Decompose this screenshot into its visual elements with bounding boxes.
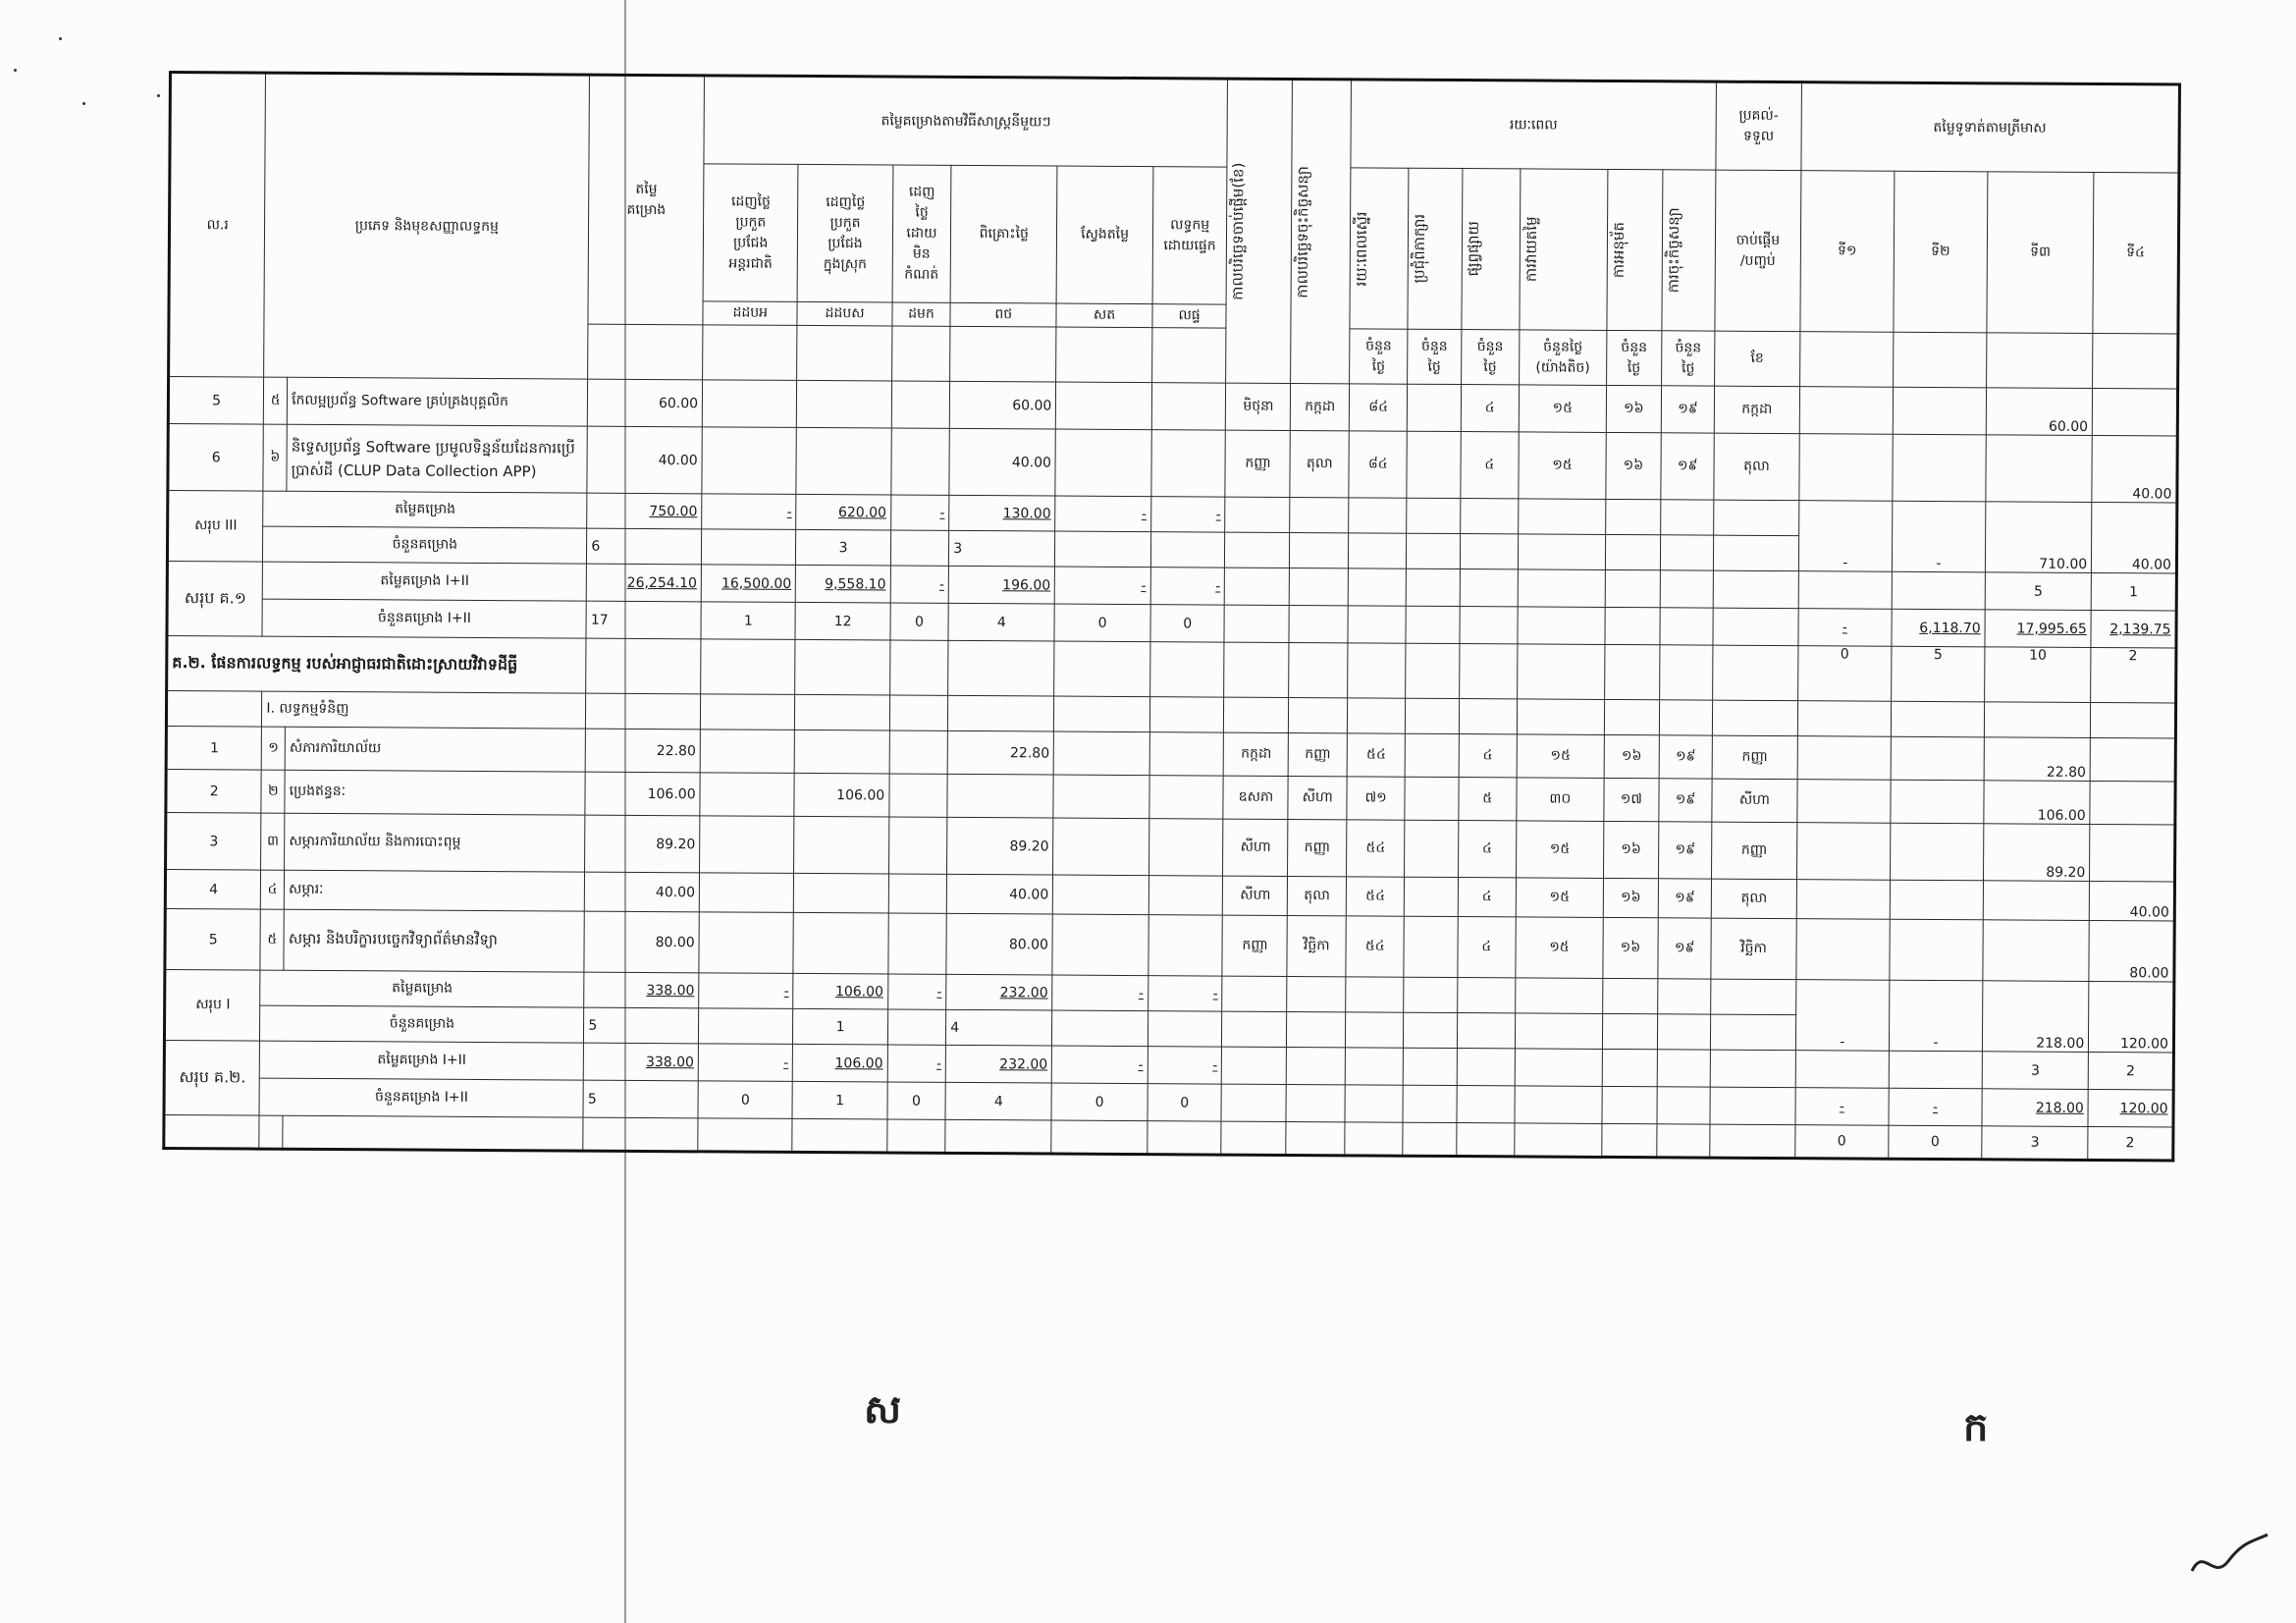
row-start-month: មិថុនា [1226, 383, 1291, 430]
row-duration-evaluate: ១៥ [1516, 917, 1603, 979]
header-quarter-2: ទី២ [1894, 171, 1988, 333]
total-count-unlimited: 0 [890, 603, 949, 640]
section-title: គ.២. ផែនការលទ្ធកម្ម របស់អាជ្ញាធរជាតិដោះស្រាយវិវាទដីធ្លី [167, 635, 587, 693]
row-no: 3 [166, 812, 262, 870]
total-count-consult: 4 [945, 1082, 1051, 1120]
row-estimate: 22.80 [585, 729, 700, 773]
header-duration-evaluate: ការវាយតម្លៃ [1522, 216, 1541, 283]
total-method-direct: - [1150, 568, 1225, 605]
row-duration-publish: ៤ [1460, 432, 1519, 499]
header-estimate: តម្លៃ គម្រោង [588, 75, 704, 325]
total-quarter-count-1: 0 [1794, 1125, 1888, 1160]
scan-speck [14, 69, 17, 72]
row-method-consult: 80.00 [946, 913, 1053, 975]
row-estimate: 80.00 [584, 911, 699, 973]
row-sign-month: កញ្ញា [1288, 819, 1347, 876]
subtotal-count-label: ចំនួនគម្រោង [263, 526, 587, 564]
subtotal-method-ncb: 620.00 [796, 494, 890, 530]
total-quarter-1: - [1798, 609, 1892, 647]
code-icb: ដដបអ [703, 301, 797, 326]
row-sub-no: ៦ [263, 424, 287, 491]
row-duration-request: ៥៤ [1347, 733, 1406, 777]
handwritten-initial-right: ក [1963, 1404, 1989, 1450]
total-count-icb: 0 [698, 1081, 793, 1119]
total-quarter-2: 6,118.70 [1892, 609, 1985, 647]
row-name: ប្រេងឥន្ធនៈ [285, 770, 585, 815]
row-estimate: 40.00 [587, 426, 702, 494]
total-estimate: 338.00 [584, 1043, 699, 1081]
header-methods-group: តម្លៃគម្រោងតាមវិធីសាស្ត្រនីមួយៗ [704, 76, 1228, 167]
header-duration-meeting: ប្រជុំពិភាក្សារ [1411, 213, 1429, 284]
subtotal-method-direct: - [1148, 976, 1222, 1011]
subtotal-quarter-3: 218.00 [1983, 981, 2090, 1053]
total-count-direct: 0 [1150, 605, 1225, 642]
header-delivery-group: ប្រគល់- ទទួល [1716, 81, 1801, 171]
row-start-month: ឧសភា [1223, 776, 1288, 819]
subtotal-quarter-1: - [1798, 501, 1893, 572]
total-label: សរុប គ.២. [164, 1040, 260, 1115]
row-quarter-4: 40.00 [2090, 881, 2175, 921]
header-quarter-3: ទី៣ [1987, 172, 2094, 334]
subtotal-method-price: - [1055, 496, 1151, 532]
total-count-icb: 1 [701, 602, 796, 640]
row-duration-contract: ១៩ [1659, 822, 1713, 879]
row-sub-no: ១ [262, 727, 286, 770]
row-duration-request: ៥៤ [1346, 916, 1405, 977]
row-name: សំភារការិយាល័យ [285, 727, 585, 772]
table-row [168, 424, 2177, 504]
total-quarter-count-4: 2 [2091, 647, 2176, 703]
row-delivery: កញ្ញា [1712, 735, 1797, 780]
header-method-direct: លទ្ធកម្ម ដោយផ្ទេក [1152, 167, 1228, 304]
total-count-quarter-4-prev: 1 [2091, 572, 2176, 611]
subtotal-method-price: - [1052, 975, 1148, 1011]
row-duration-evaluate: ១៥ [1519, 385, 1606, 433]
row-no: 5 [168, 377, 264, 425]
header-method-consult: ពិគ្រោះថ្លៃ [950, 165, 1057, 303]
code-price: សត [1056, 303, 1152, 328]
row-sub-no: ៥ [264, 377, 288, 424]
row-duration-approve: ១៦ [1603, 821, 1659, 878]
header-quarters-group: តម្លៃទូទាត់តាមត្រីមាស [1801, 82, 2180, 173]
total-label: សរុប គ.១ [167, 561, 263, 636]
row-estimate: 60.00 [588, 379, 703, 427]
row-name: សម្ភារៈ [284, 870, 584, 911]
row-duration-approve: ១៦ [1603, 878, 1658, 917]
row-method-ncb: 106.00 [794, 773, 889, 817]
total-count: 17 [586, 601, 701, 639]
header-quarter-1: ទី១ [1800, 171, 1895, 333]
row-name: និទ្ធេសប្រព័ន្ធ Software ប្រមូលទិន្នន័យដែនការប្រើប្រាស់ដី (CLUP Data Collection APP) [287, 424, 588, 493]
subtotal-method-consult: 232.00 [946, 974, 1052, 1010]
row-duration-contract: ១៩ [1661, 433, 1715, 500]
subtotal-method-icb: - [699, 973, 793, 1009]
header-method-icb: ដេញថ្លៃ ប្រកួត ប្រជែង អន្តរជាតិ [703, 164, 798, 302]
total-count-consult: 4 [948, 603, 1054, 641]
total-cost-label: តម្លៃគម្រោង I+II [260, 1041, 584, 1080]
subtotal-quarter-2: - [1889, 980, 1983, 1052]
subtotal-count: 6 [587, 528, 702, 565]
row-duration-publish: ៥ [1458, 778, 1517, 821]
total-count-direct: 0 [1148, 1084, 1222, 1121]
code-ncb: ដដបស [797, 301, 891, 326]
total-quarter-1: - [1795, 1088, 1889, 1126]
scan-speck [157, 94, 160, 97]
header-duration-group: រយៈពេល [1351, 80, 1717, 170]
header-start-month: កាលបរិច្ឆេទចាប់ផ្តើម(ខែ) [1229, 162, 1248, 300]
row-duration-contract: ១៩ [1661, 386, 1714, 433]
row-duration-evaluate: ៣០ [1517, 778, 1604, 822]
total-quarter-count-1: 0 [1797, 646, 1892, 702]
subtotal-count-ncb: 1 [793, 1008, 887, 1045]
total-method-consult: 232.00 [945, 1045, 1051, 1083]
row-estimate: 40.00 [585, 872, 700, 912]
row-start-month: សីហា [1223, 876, 1288, 915]
subtotal-method-unlimited: - [887, 974, 946, 1009]
row-sign-month: តុលា [1288, 876, 1347, 915]
header-duration-approve: ការអនុម័ត [1609, 221, 1628, 279]
row-duration-approve: ១៧ [1604, 778, 1660, 821]
unit-days: ចំនួន ថ្ងៃ [1350, 329, 1409, 384]
row-quarter-3: 89.20 [1984, 824, 2091, 882]
total-quarter-3: 17,995.65 [1985, 610, 2091, 648]
row-no: 4 [165, 869, 261, 909]
unit-days: ចំនួន ថ្ងៃ [1408, 329, 1461, 384]
row-method-consult: 89.20 [947, 817, 1054, 875]
row-quarter-3: 106.00 [1984, 781, 2090, 825]
row-duration-contract: ១៩ [1659, 779, 1712, 822]
total-count: 5 [583, 1080, 698, 1118]
row-no: 6 [168, 424, 264, 492]
total-quarter-3: 218.00 [1982, 1089, 2088, 1127]
subtotal-quarter-2: - [1892, 501, 1986, 572]
header-quarter-4: ទី៤ [2093, 172, 2179, 334]
row-sub-no: ៥ [260, 909, 284, 970]
row-name: សម្ភារការិយាល័យ និងការបោះពុម្ព [285, 813, 586, 872]
unit-month: ខែ [1715, 331, 1800, 387]
subtotal-cost-label: តម្លៃគម្រោង [263, 491, 587, 528]
code-unlimited: ដមក [892, 302, 951, 326]
row-quarter-3: 22.80 [1984, 737, 2090, 782]
row-delivery: វិច្ឆិកា [1711, 918, 1796, 980]
scan-speck [59, 37, 62, 40]
header-duration-publish: ផ្សព្វផ្សាយ [1464, 221, 1482, 277]
row-delivery: សីហា [1712, 779, 1797, 823]
row-duration-approve: ១៦ [1606, 432, 1662, 499]
row-duration-publish: ៤ [1458, 878, 1517, 917]
row-name: សម្ភារ និងបរិក្ខារបច្ចេកវិទ្យាព័ត៌មានវិទ្យា [284, 909, 585, 972]
row-method-consult: 60.00 [949, 381, 1055, 429]
row-estimate: 106.00 [585, 772, 700, 816]
header-delivery-start-end: ចាប់ផ្តើម /បញ្ចប់ [1715, 170, 1801, 332]
header-sign-date: កាលបរិច្ឆេទចុះកិច្ចសន្យា [1294, 165, 1312, 298]
header-method-price: ស្វែងតម្លៃ [1056, 166, 1152, 304]
total-quarter-count-3: 3 [1982, 1126, 2088, 1161]
subtotal-count: 5 [584, 1007, 699, 1044]
subtotal-estimate: 338.00 [584, 972, 699, 1008]
total-method-ncb: 9,558.10 [796, 565, 891, 603]
row-duration-publish: ៤ [1461, 385, 1520, 432]
row-sign-month: វិច្ឆិកា [1287, 915, 1346, 976]
subtotal-count-label: ចំនួនគម្រោង [260, 1005, 584, 1043]
total-count-quarter-3-prev: 3 [1982, 1052, 2088, 1090]
total-method-icb: - [698, 1044, 793, 1082]
row-method-consult: 40.00 [949, 428, 1056, 496]
subtotal-cost-label: តម្លៃគម្រោង [260, 970, 584, 1007]
total-method-direct: - [1148, 1047, 1222, 1084]
total-method-icb: 16,500.00 [701, 565, 796, 603]
row-sign-month: តុលា [1290, 430, 1349, 497]
row-duration-publish: ៤ [1457, 917, 1516, 978]
row-name: កែលម្អប្រព័ន្ធ Software គ្រប់គ្រងបុគ្គលិក [287, 377, 587, 426]
subtotal-estimate: 750.00 [587, 493, 702, 529]
subtotal-count-ncb: 3 [796, 529, 890, 566]
subtotal-method-unlimited: - [890, 495, 949, 530]
row-sign-month: សីហា [1288, 776, 1347, 819]
row-no: 5 [165, 908, 261, 970]
row-sign-month: កក្កដា [1291, 383, 1350, 430]
subtotal-label: សរុប III [167, 491, 263, 563]
subtotal-count-consult: 3 [949, 530, 1055, 567]
total-count-ncb: 12 [795, 602, 890, 640]
total-method-unlimited: - [890, 566, 949, 603]
row-quarter-4: 40.00 [2092, 435, 2177, 503]
subtotal-label: សរុប I [164, 969, 260, 1041]
row-delivery: តុលា [1711, 879, 1796, 919]
header-no: ល.រ [169, 73, 266, 378]
row-duration-contract: ១៩ [1658, 918, 1712, 979]
row-quarter-4: 80.00 [2089, 920, 2174, 982]
row-duration-publish: ៤ [1459, 734, 1518, 778]
row-delivery: កក្កដា [1714, 386, 1799, 434]
procurement-table [162, 71, 2181, 1163]
total-count-quarter-4-prev: 2 [2088, 1052, 2173, 1090]
row-estimate: 89.20 [585, 815, 700, 873]
row-sub-no: ៣ [261, 813, 285, 870]
row-duration-contract: ១៩ [1658, 879, 1711, 918]
total-count-ncb: 1 [792, 1081, 887, 1119]
subtotal-count-consult: 4 [946, 1009, 1052, 1046]
total-quarter-count-2: 0 [1889, 1125, 1982, 1160]
subtotal-method-ncb: 106.00 [793, 973, 887, 1009]
header-method-unlimited: ដេញ ថ្លៃ ដោយ មិន កំណត់ [892, 165, 951, 302]
row-method-consult: 40.00 [946, 874, 1052, 914]
row-duration-request: ៥៤ [1346, 820, 1405, 877]
row-delivery: តុលា [1714, 433, 1799, 501]
row-quarter-3: 60.00 [1986, 388, 2092, 436]
row-duration-evaluate: ១៥ [1517, 734, 1604, 779]
row-start-month: កក្កដា [1224, 732, 1289, 776]
total-quarter-count-2: 5 [1892, 646, 1986, 702]
unit-days: ចំនួន ថ្ងៃ [1606, 330, 1662, 385]
code-consult: ពថ [950, 302, 1056, 327]
subtotal-quarter-1: - [1795, 980, 1890, 1052]
total-cost-label: តម្លៃគម្រោង I+II [263, 562, 587, 601]
total-method-ncb: 106.00 [793, 1044, 888, 1082]
row-sub-no: ៤ [261, 870, 285, 909]
total-quarter-2: - [1889, 1088, 1982, 1126]
total-quarter-count-3: 10 [1985, 647, 2092, 703]
procurement-plan-sheet [161, 71, 2181, 1398]
row-no: 2 [166, 769, 262, 813]
row-duration-evaluate: ១៥ [1516, 878, 1603, 918]
row-duration-approve: ១៦ [1603, 917, 1659, 978]
row-duration-request: ៨៤ [1349, 384, 1408, 431]
row-start-month: កញ្ញា [1222, 915, 1287, 976]
total-method-consult: 196.00 [948, 566, 1054, 604]
header-method-ncb: ដេញថ្លៃ ប្រកួត ប្រជែង ក្នុងស្រុក [797, 164, 892, 302]
total-method-price: - [1052, 1046, 1148, 1084]
subtotal-quarter-3: 710.00 [1986, 502, 2093, 573]
total-count-label: ចំនួនគម្រោង I+II [262, 599, 586, 638]
row-duration-publish: ៤ [1458, 821, 1517, 878]
row-duration-contract: ១៩ [1659, 735, 1712, 779]
total-count-unlimited: 0 [887, 1082, 946, 1119]
row-method-consult: 22.80 [947, 730, 1053, 775]
unit-days: ចំនួន ថ្ងៃ [1461, 330, 1520, 385]
row-duration-approve: ១៦ [1604, 734, 1660, 778]
code-direct: លផ្ទ [1152, 304, 1227, 328]
unit-days-minimum: ចំនួនថ្ងៃ (យ៉ាងតិច) [1520, 330, 1607, 386]
row-start-month: សីហា [1223, 819, 1288, 876]
total-quarter-4: 2,139.75 [2091, 610, 2176, 648]
total-quarter-count-4: 2 [2088, 1126, 2173, 1161]
header-type: ប្រភេទ និងមុខសញ្ញាលទ្ធកម្ម [264, 73, 590, 379]
total-count-label: ចំនួនគម្រោង I+II [259, 1078, 583, 1117]
row-start-month: កញ្ញា [1225, 430, 1290, 497]
row-sub-no: ២ [261, 770, 285, 813]
total-count-price: 0 [1054, 604, 1150, 642]
total-count-quarter-3-prev: 5 [1985, 572, 2091, 611]
subtotal-quarter-4: 40.00 [2092, 502, 2177, 573]
row-duration-approve: ១៦ [1606, 385, 1662, 432]
total-count-price: 0 [1051, 1083, 1148, 1121]
row-duration-request: ៥៤ [1346, 877, 1405, 916]
row-sign-month: កញ្ញា [1289, 732, 1348, 776]
subtotal-method-consult: 130.00 [949, 495, 1055, 531]
unit-days: ចំនួន ថ្ងៃ [1662, 331, 1715, 386]
subtotal-quarter-4: 120.00 [2089, 981, 2174, 1053]
total-method-unlimited: - [887, 1045, 946, 1082]
row-delivery: កញ្ញា [1712, 822, 1797, 880]
subtotal-method-icb: - [702, 494, 796, 530]
subsection-title: I. លទ្ធកម្មទំនិញ [262, 691, 586, 729]
row-no: 1 [166, 726, 262, 770]
header-duration-contract: ការចុះកិច្ចសន្យា [1664, 207, 1683, 294]
total-quarter-4: 120.00 [2088, 1089, 2173, 1127]
handwritten-initial-left: ស [864, 1386, 902, 1433]
header-duration-request: រយៈពេលស្នើរ [1352, 210, 1371, 286]
total-estimate: 26,254.10 [587, 564, 702, 602]
row-duration-request: ៧១ [1347, 777, 1406, 820]
scan-speck [82, 102, 85, 105]
row-duration-request: ៨៤ [1349, 431, 1408, 498]
subtotal-method-direct: - [1150, 497, 1225, 532]
total-method-price: - [1055, 567, 1151, 605]
row-duration-evaluate: ១៥ [1517, 821, 1604, 879]
row-duration-evaluate: ១៥ [1519, 432, 1606, 500]
page-number-mark [2184, 1527, 2272, 1586]
